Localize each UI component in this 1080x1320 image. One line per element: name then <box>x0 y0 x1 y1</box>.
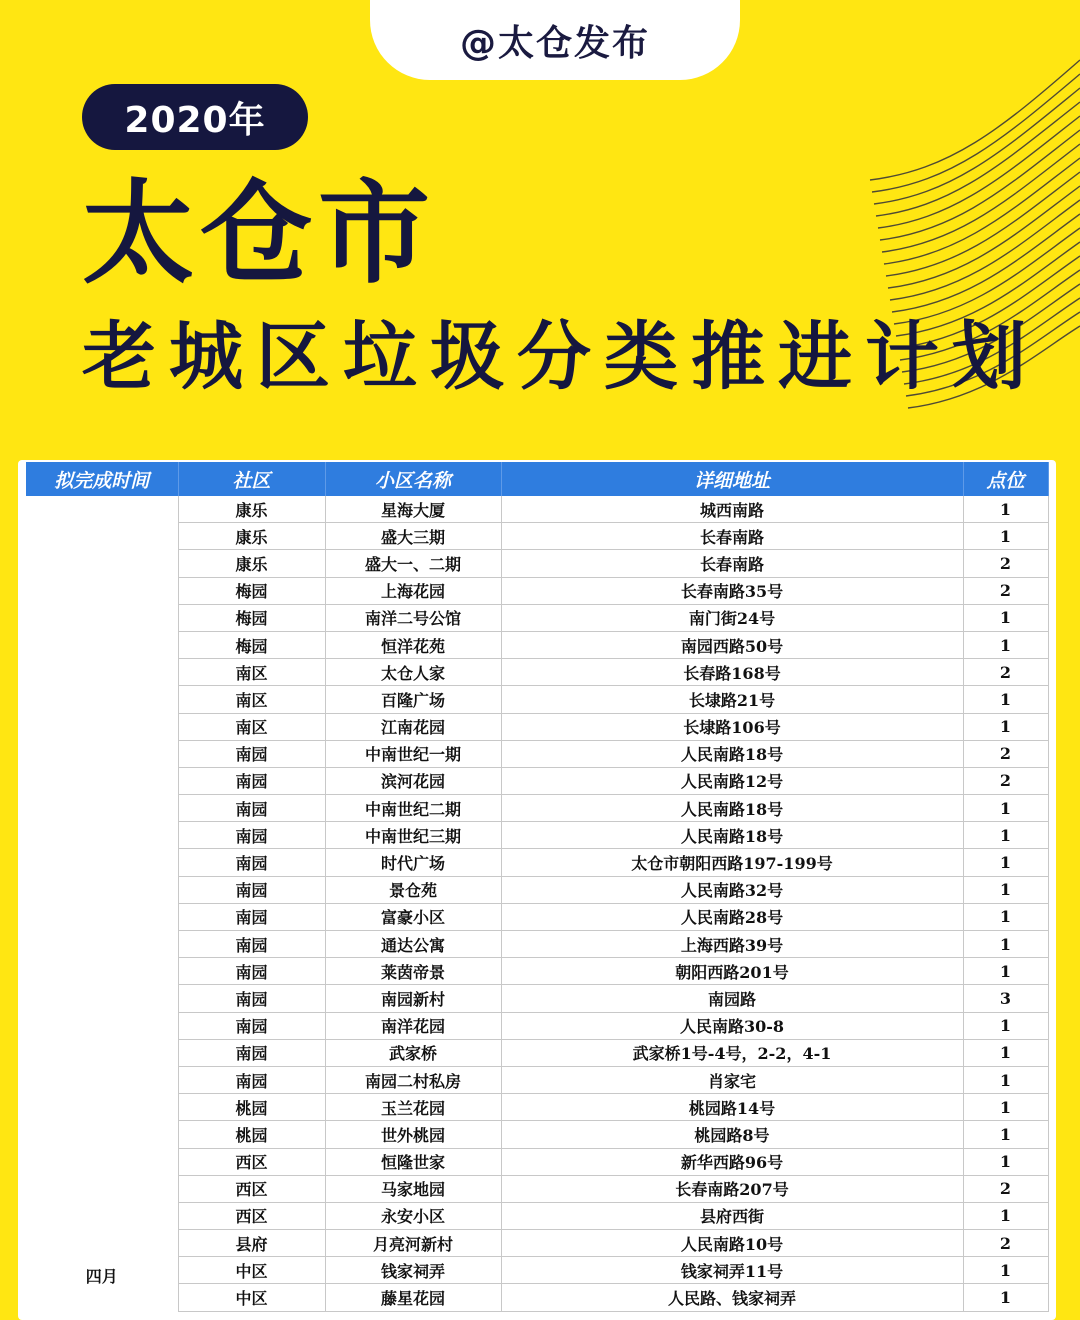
table-cell-estate: 武家桥 <box>325 1039 501 1066</box>
table-cell-points: 2 <box>963 577 1048 604</box>
table-cell-address: 人民南路32号 <box>501 876 963 903</box>
table-cell-address: 南门街24号 <box>501 604 963 631</box>
page-subtitle: 老城区垃圾分类推进计划 <box>82 314 1039 400</box>
table-cell-address: 长春南路 <box>501 523 963 550</box>
table-cell-community: 西区 <box>178 1202 325 1229</box>
table-cell-community: 南园 <box>178 1066 325 1093</box>
table-cell-points: 1 <box>963 1012 1048 1039</box>
table-cell-estate: 南洋花园 <box>325 1012 501 1039</box>
table-cell-points: 1 <box>963 1148 1048 1175</box>
table-cell-address: 人民南路18号 <box>501 740 963 767</box>
table-cell-points: 1 <box>963 686 1048 713</box>
table-cell-points: 2 <box>963 1175 1048 1202</box>
table-cell-estate: 通达公寓 <box>325 931 501 958</box>
table-cell-community: 南园 <box>178 767 325 794</box>
table-row <box>26 1284 1048 1311</box>
table-row <box>26 903 1048 930</box>
table-row <box>26 577 1048 604</box>
table-cell-community: 县府 <box>178 1230 325 1257</box>
table-cell-community: 南园 <box>178 985 325 1012</box>
table-row <box>26 1230 1048 1257</box>
table-cell-points: 3 <box>963 985 1048 1012</box>
table-cell-estate: 世外桃园 <box>325 1121 501 1148</box>
table-cell-community: 南园 <box>178 849 325 876</box>
table-cell-address: 桃园路8号 <box>501 1121 963 1148</box>
table-cell-address: 人民南路28号 <box>501 903 963 930</box>
table-row <box>26 958 1048 985</box>
year-badge <box>82 84 308 150</box>
table-cell-address: 城西南路 <box>501 496 963 523</box>
table-row <box>26 822 1048 849</box>
table-row <box>26 1202 1048 1229</box>
table-cell-community: 梅园 <box>178 577 325 604</box>
table-cell-community: 西区 <box>178 1148 325 1175</box>
table-row <box>26 1121 1048 1148</box>
table-cell-points: 1 <box>963 1202 1048 1229</box>
table-cell-community: 中区 <box>178 1284 325 1311</box>
table-cell-estate: 南洋二号公馆 <box>325 604 501 631</box>
table-cell-points: 2 <box>963 1230 1048 1257</box>
table-row <box>26 496 1048 523</box>
table-row <box>26 849 1048 876</box>
table-cell-estate: 盛大三期 <box>325 523 501 550</box>
table-row <box>26 767 1048 794</box>
table-cell-points: 2 <box>963 550 1048 577</box>
table-cell-points: 1 <box>963 849 1048 876</box>
source-tab <box>370 0 740 80</box>
plan-table <box>26 462 1049 1312</box>
table-cell-estate: 月亮河新村 <box>325 1230 501 1257</box>
table-cell-address: 肖家宅 <box>501 1066 963 1093</box>
column-header-address: 详细地址 <box>501 462 963 496</box>
table-cell-points: 1 <box>963 931 1048 958</box>
table-row <box>26 1039 1048 1066</box>
table-cell-community: 梅园 <box>178 604 325 631</box>
table-cell-points: 1 <box>963 496 1048 523</box>
table-row <box>26 1012 1048 1039</box>
table-cell-estate: 中南世纪一期 <box>325 740 501 767</box>
table-cell-address: 长春路168号 <box>501 659 963 686</box>
table-header-row <box>26 462 1048 496</box>
table-cell-points: 1 <box>963 631 1048 658</box>
table-cell-estate: 江南花园 <box>325 713 501 740</box>
table-cell-address: 新华西路96号 <box>501 1148 963 1175</box>
table-cell-community: 康乐 <box>178 550 325 577</box>
table-cell-community: 梅园 <box>178 631 325 658</box>
table-cell-estate: 时代广场 <box>325 849 501 876</box>
table-cell-address: 县府西街 <box>501 1202 963 1229</box>
table-cell-points: 1 <box>963 1121 1048 1148</box>
table-row <box>26 985 1048 1012</box>
table-cell-estate: 玉兰花园 <box>325 1094 501 1121</box>
table-cell-estate: 莱茵帝景 <box>325 958 501 985</box>
table-cell-points: 1 <box>963 1066 1048 1093</box>
column-header-community: 社区 <box>178 462 325 496</box>
table-row <box>26 686 1048 713</box>
table-cell-community: 南园 <box>178 958 325 985</box>
table-cell-points: 2 <box>963 740 1048 767</box>
table-cell-points: 1 <box>963 822 1048 849</box>
table-cell-community: 康乐 <box>178 523 325 550</box>
table-cell-community: 南园 <box>178 740 325 767</box>
table-row <box>26 795 1048 822</box>
table-body <box>26 496 1048 1311</box>
table-cell-points: 2 <box>963 659 1048 686</box>
table-cell-points: 1 <box>963 1094 1048 1121</box>
table-cell-estate: 中南世纪二期 <box>325 795 501 822</box>
table-cell-address: 桃园路14号 <box>501 1094 963 1121</box>
table-cell-community: 南园 <box>178 903 325 930</box>
table-cell-estate: 钱家祠弄 <box>325 1257 501 1284</box>
source-label: @太仓发布 <box>459 22 650 64</box>
table-row <box>26 1257 1048 1284</box>
table-cell-address: 人民路、钱家祠弄 <box>501 1284 963 1311</box>
table-cell-address: 太仓市朝阳西路197-199号 <box>501 849 963 876</box>
table-row <box>26 659 1048 686</box>
table-cell-address: 南园西路50号 <box>501 631 963 658</box>
table-cell-estate: 上海花园 <box>325 577 501 604</box>
column-header-points: 点位 <box>963 462 1048 496</box>
table-cell-address: 武家桥1号-4号，2-2，4-1 <box>501 1039 963 1066</box>
table-row <box>26 1148 1048 1175</box>
table-cell-address: 人民南路12号 <box>501 767 963 794</box>
table-cell-community: 南区 <box>178 713 325 740</box>
table-cell-estate: 南园新村 <box>325 985 501 1012</box>
table-cell-community: 中区 <box>178 1257 325 1284</box>
table-cell-points: 1 <box>963 604 1048 631</box>
table-cell-community: 桃园 <box>178 1121 325 1148</box>
table-cell-address: 长春南路207号 <box>501 1175 963 1202</box>
table-cell-community: 南园 <box>178 795 325 822</box>
decorative-lines <box>850 40 1080 440</box>
table-cell-points: 2 <box>963 767 1048 794</box>
table-cell-community: 西区 <box>178 1175 325 1202</box>
table-cell-community: 康乐 <box>178 496 325 523</box>
table-cell-address: 长春南路 <box>501 550 963 577</box>
plan-table-card <box>18 460 1056 1320</box>
table-cell-estate: 星海大厦 <box>325 496 501 523</box>
table-cell-estate: 中南世纪三期 <box>325 822 501 849</box>
table-cell-address: 人民南路10号 <box>501 1230 963 1257</box>
table-row <box>26 713 1048 740</box>
column-header-estate: 小区名称 <box>325 462 501 496</box>
table-cell-points: 1 <box>963 903 1048 930</box>
table-cell-address: 南园路 <box>501 985 963 1012</box>
table-cell-estate: 马家地园 <box>325 1175 501 1202</box>
table-row <box>26 1094 1048 1121</box>
table-cell-estate: 富豪小区 <box>325 903 501 930</box>
table-cell-estate: 恒隆世家 <box>325 1148 501 1175</box>
table-cell-community: 南园 <box>178 1039 325 1066</box>
table-cell-address: 上海西路39号 <box>501 931 963 958</box>
table-cell-points: 1 <box>963 523 1048 550</box>
table-cell-address: 人民南路18号 <box>501 795 963 822</box>
table-cell-community: 南区 <box>178 659 325 686</box>
table-cell-estate: 盛大一、二期 <box>325 550 501 577</box>
table-cell-address: 钱家祠弄11号 <box>501 1257 963 1284</box>
table-cell-community: 南园 <box>178 1012 325 1039</box>
table-cell-points: 1 <box>963 713 1048 740</box>
table-cell-points: 1 <box>963 1257 1048 1284</box>
page-title: 太仓市 <box>82 169 436 299</box>
table-cell-community: 桃园 <box>178 1094 325 1121</box>
table-cell-estate: 永安小区 <box>325 1202 501 1229</box>
table-row <box>26 604 1048 631</box>
table-cell-estate: 藤星花园 <box>325 1284 501 1311</box>
table-cell-points: 1 <box>963 876 1048 903</box>
table-cell-address: 长埭路21号 <box>501 686 963 713</box>
column-header-time: 拟完成时间 <box>26 462 178 496</box>
table-cell-address: 人民南路18号 <box>501 822 963 849</box>
table-cell-estate: 滨河花园 <box>325 767 501 794</box>
table-row <box>26 1066 1048 1093</box>
table-cell-estate: 恒洋花苑 <box>325 631 501 658</box>
table-cell-estate: 百隆广场 <box>325 686 501 713</box>
table-row <box>26 550 1048 577</box>
year-label: 2020年 <box>124 99 266 141</box>
table-cell-address: 长埭路106号 <box>501 713 963 740</box>
table-row <box>26 523 1048 550</box>
table-cell-community: 南园 <box>178 822 325 849</box>
table-cell-estate: 南园二村私房 <box>325 1066 501 1093</box>
table-cell-estate: 景仓苑 <box>325 876 501 903</box>
table-cell-points: 1 <box>963 1284 1048 1311</box>
table-cell-community: 南园 <box>178 931 325 958</box>
table-cell-time: 四月 <box>26 496 178 1311</box>
table-cell-points: 1 <box>963 958 1048 985</box>
table-row <box>26 631 1048 658</box>
table-row <box>26 740 1048 767</box>
table-row <box>26 1175 1048 1202</box>
table-cell-points: 1 <box>963 795 1048 822</box>
table-cell-address: 人民南路30-8 <box>501 1012 963 1039</box>
table-row <box>26 931 1048 958</box>
table-cell-address: 长春南路35号 <box>501 577 963 604</box>
table-cell-community: 南区 <box>178 686 325 713</box>
table-cell-points: 1 <box>963 1039 1048 1066</box>
table-cell-estate: 太仓人家 <box>325 659 501 686</box>
table-cell-address: 朝阳西路201号 <box>501 958 963 985</box>
table-row <box>26 876 1048 903</box>
table-cell-community: 南园 <box>178 876 325 903</box>
